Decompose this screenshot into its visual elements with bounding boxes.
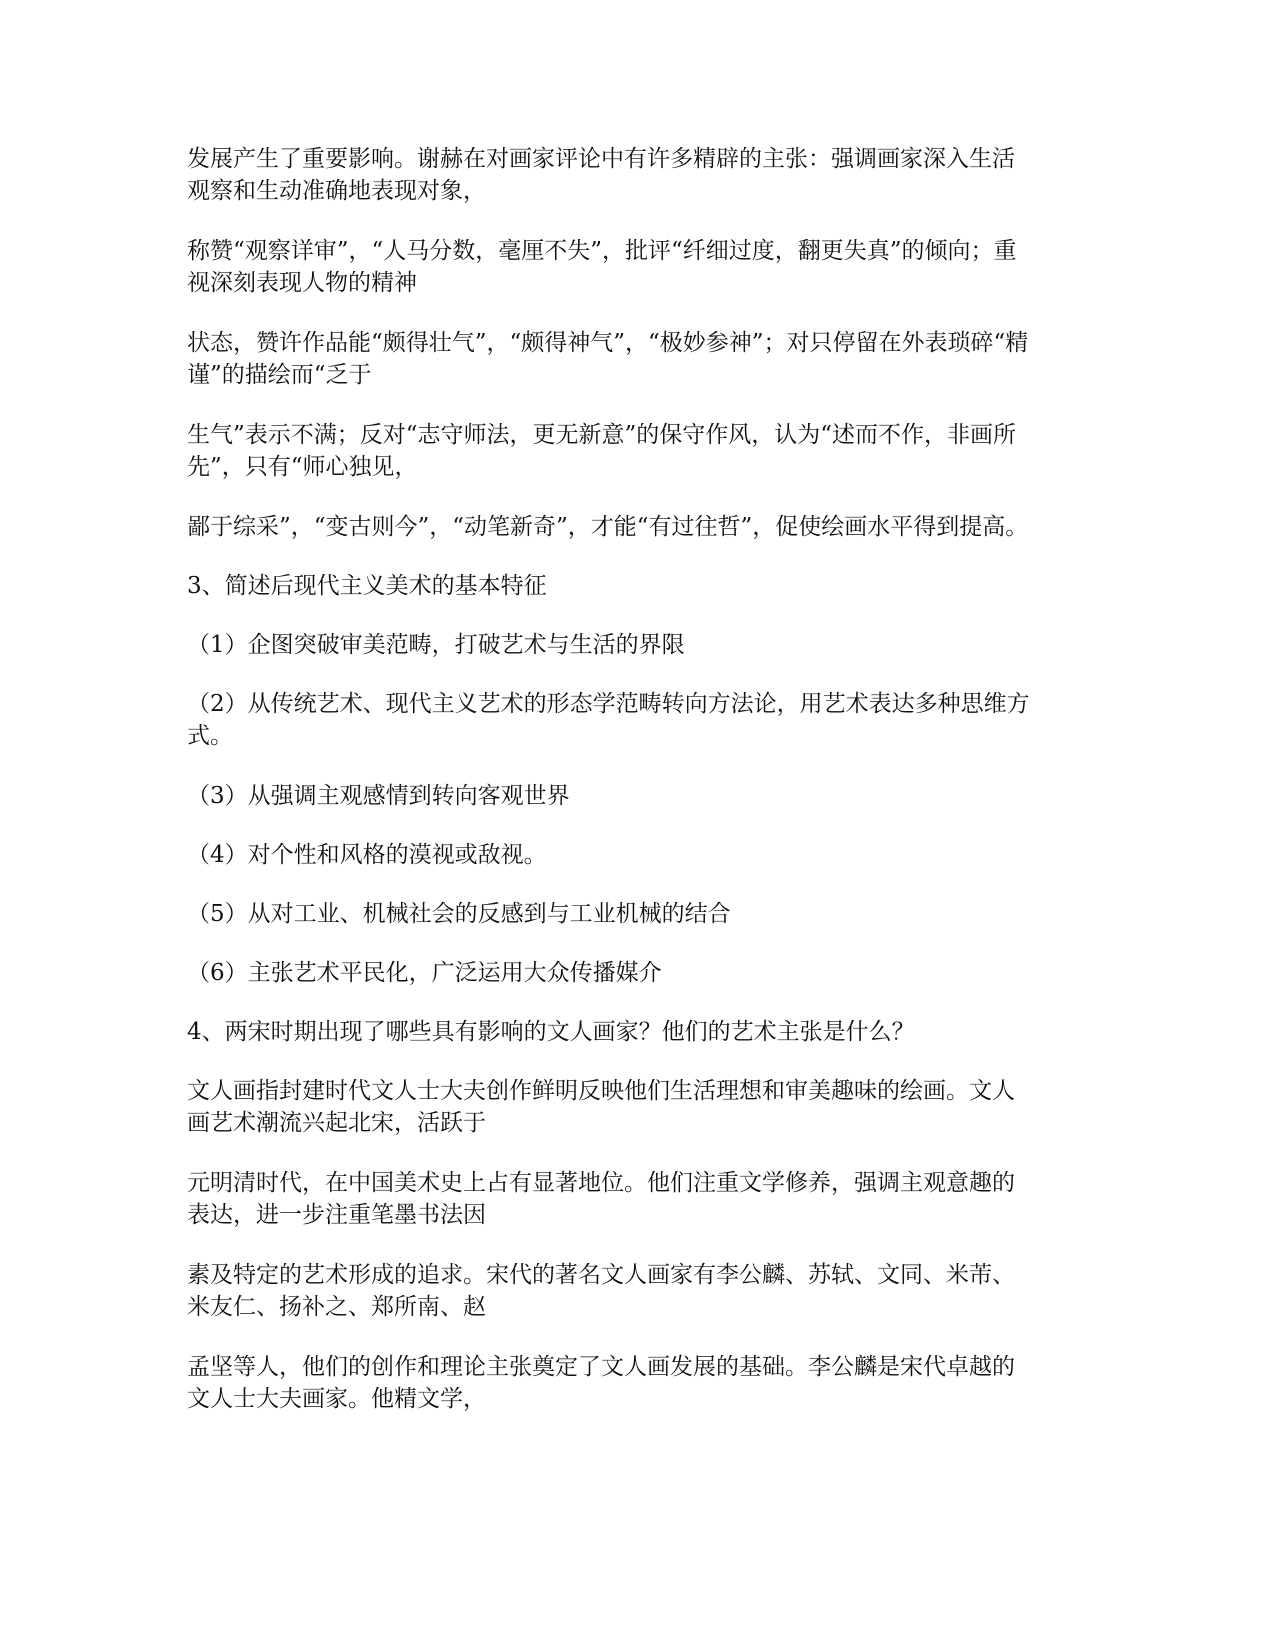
text-line: 先”，只有“师心独见，: [187, 454, 418, 480]
text-line: 式。: [187, 723, 233, 749]
list-item-2: [187, 688, 1087, 752]
text-line: 视深刻表现人物的精神: [187, 270, 417, 296]
text-line: 画艺术潮流兴起北宋，活跃于: [187, 1110, 486, 1136]
document-body: [187, 143, 1087, 1443]
question-heading-4: [187, 1016, 1087, 1048]
text-line: （2）从传统艺术、现代主义艺术的形态学范畴转向方法论，用艺术表达多种思维方: [187, 691, 1030, 717]
text-line: （6）主张艺术平民化，广泛运用大众传播媒介: [187, 960, 662, 986]
text-line: （4）对个性和风格的漠视或敌视。: [187, 842, 547, 868]
text-line: 生气”表示不满；反对“志守师法，更无新意”的保守作风，认为“述而不作，非画所: [187, 422, 1017, 448]
text-line: 4、两宋时期出现了哪些具有影响的文人画家？他们的艺术主张是什么？: [187, 1019, 915, 1045]
paragraph-literati-status: [187, 1167, 1087, 1231]
text-line: 谨”的描绘而“乏于: [187, 362, 372, 388]
paragraph-innovation: [187, 511, 1087, 543]
paragraph-li-gonglin: [187, 1351, 1087, 1415]
paragraph-spirit-state: [187, 327, 1087, 391]
list-item-3: [187, 780, 1087, 812]
paragraph-literati-definition: [187, 1075, 1087, 1139]
text-line: 称赞“观察详审”，“人马分数，毫厘不失”，批评“纤细过度，翻更失真”的倾向；重: [187, 238, 1017, 264]
text-line: （3）从强调主观感情到转向客观世界: [187, 783, 570, 809]
paragraph-xie-he-influence: [187, 143, 1087, 207]
text-line: （5）从对工业、机械社会的反感到与工业机械的结合: [187, 901, 731, 927]
text-line: 米友仁、扬补之、郑所南、赵: [187, 1294, 486, 1320]
list-item-5: [187, 898, 1087, 930]
text-line: 表达，进一步注重笔墨书法因: [187, 1202, 486, 1228]
text-line: 文人士大夫画家。他精文学，: [187, 1386, 486, 1412]
list-item-6: [187, 957, 1087, 989]
text-line: 元明清时代，在中国美术史上占有显著地位。他们注重文学修养，强调主观意趣的: [187, 1170, 1015, 1196]
paragraph-oppose-conservatism: [187, 419, 1087, 483]
paragraph-praise-observation: [187, 235, 1087, 299]
list-item-1: [187, 629, 1087, 661]
text-line: 状态，赞许作品能“颇得壮气”，“颇得神气”，“极妙参神”；对只停留在外表琐碎“精: [187, 330, 1029, 356]
text-line: 发展产生了重要影响。谢赫在对画家评论中有许多精辟的主张：强调画家深入生活: [187, 146, 1015, 172]
text-line: （1）企图突破审美范畴，打破艺术与生活的界限: [187, 632, 685, 658]
question-heading-3: [187, 570, 1087, 602]
paragraph-song-painters: [187, 1259, 1087, 1323]
list-item-4: [187, 839, 1087, 871]
text-line: 观察和生动准确地表现对象，: [187, 178, 486, 204]
text-line: 素及特定的艺术形成的追求。宋代的著名文人画家有李公麟、苏轼、文同、米芾、: [187, 1262, 1015, 1288]
text-line: 3、简述后现代主义美术的基本特征: [187, 573, 547, 599]
text-line: 孟坚等人，他们的创作和理论主张奠定了文人画发展的基础。李公麟是宋代卓越的: [187, 1354, 1015, 1380]
text-line: 文人画指封建时代文人士大夫创作鲜明反映他们生活理想和审美趣味的绘画。文人: [187, 1078, 1015, 1104]
text-line: 鄙于综采”，“变古则今”，“动笔新奇”，才能“有过往哲”，促使绘画水平得到提高。: [187, 514, 1029, 540]
